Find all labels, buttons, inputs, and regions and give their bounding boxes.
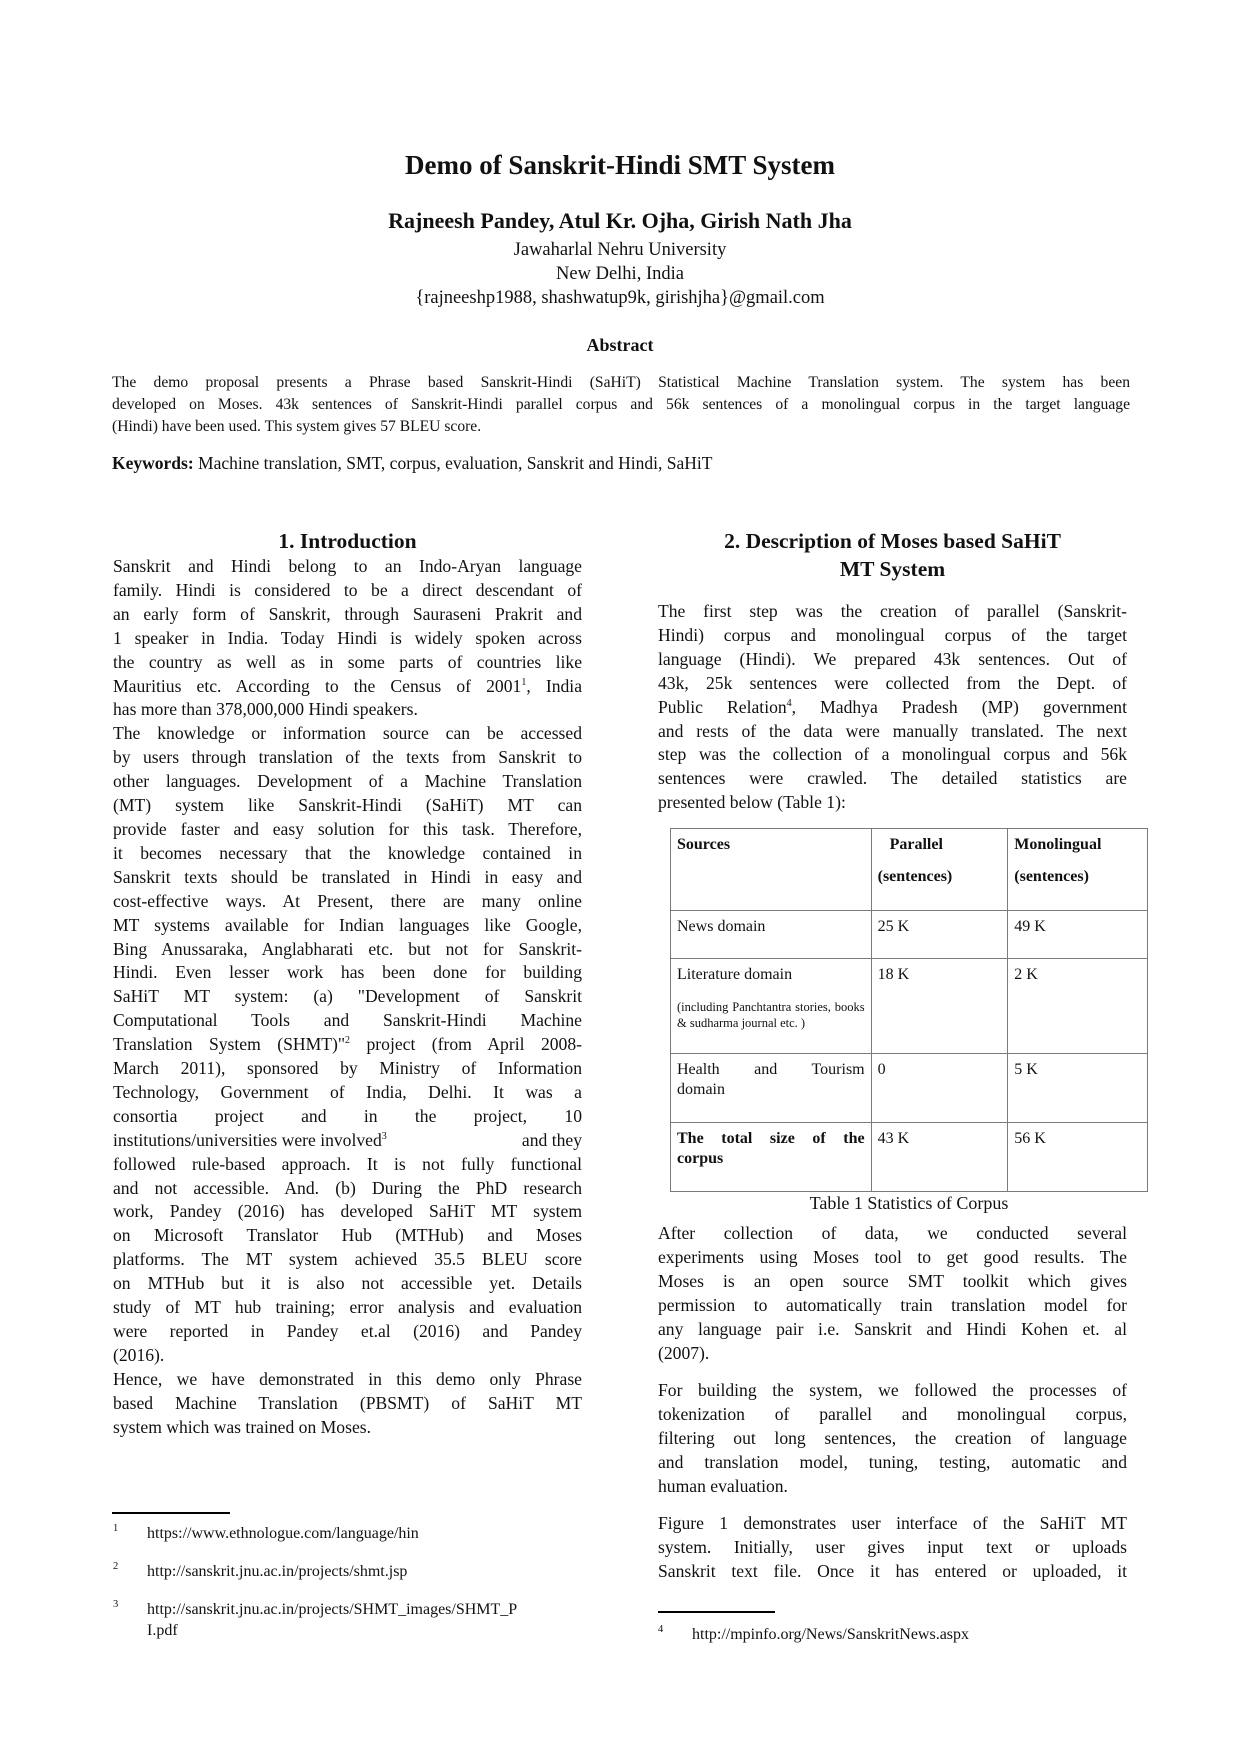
introduction-body <box>113 555 582 1440</box>
footnote-separator <box>112 1512 230 1514</box>
text-line: MT systems available for Indian languages like Google, <box>113 914 582 935</box>
text-line: system. Initially, user gives input text or uploads <box>658 1536 1127 1557</box>
text-line: sentences were crawled. The detailed statistics are <box>658 768 1127 789</box>
footnote-ref-2[interactable]: 2 <box>345 1035 351 1047</box>
abstract-line: (Hindi) have been used. This system gives 57 BLEU score. <box>112 418 482 435</box>
text-line: has more than 378,000,000 Hindi speakers. <box>113 699 418 720</box>
text-fragment <box>113 1129 387 1153</box>
header-label: Sources <box>677 836 731 853</box>
text-line-with-footnote <box>113 1033 582 1057</box>
cell-parallel: 0 <box>871 1054 1008 1123</box>
cell-monolingual: 49 K <box>1008 911 1148 959</box>
text-fragment: , India <box>526 675 582 696</box>
footnote-ref-3[interactable]: 3 <box>381 1130 387 1142</box>
cell-parallel: 25 K <box>871 911 1008 959</box>
source-label-line1: The total size of the <box>677 1130 865 1147</box>
table-caption: Table 1 Statistics of Corpus <box>809 1193 1009 1213</box>
paper-title: Demo of Sanskrit-Hindi SMT System <box>404 150 836 180</box>
text-line: system which was trained on Moses. <box>113 1416 372 1437</box>
source-note: (including Panchtantra stories, books & sudharma journal etc. ) <box>677 1000 865 1030</box>
text-line: consortia project and in the project, 10 <box>113 1105 582 1126</box>
text-line: provide faster and easy solution for this task. Therefore, <box>113 818 582 839</box>
text-line: Bing Anussaraka, Anglabharati etc. but not for Sanskrit- <box>113 938 582 959</box>
author-emails: {rajneeshp1988, shashwatup9k, girishjha}@gmail.com <box>415 288 825 308</box>
header-label: Parallel <box>889 836 943 853</box>
text-line: Technology, Government of India, Delhi. It was a <box>113 1081 582 1102</box>
heading-line: 2. Description of Moses based SaHiT <box>724 529 1061 553</box>
text-fragment: and they <box>521 1129 582 1150</box>
text-line: presented below (Table 1): <box>658 792 846 813</box>
section-heading-introduction: 1. Introduction <box>278 529 417 553</box>
footnote-link[interactable]: http://sanskrit.jnu.ac.in/projects/SHMT_images/SHMT_P <box>147 1601 518 1618</box>
source-label: Literature domain <box>677 966 793 983</box>
header-sublabel: (sentences) <box>877 868 953 885</box>
header-sublabel: (sentences) <box>1014 868 1089 885</box>
text-line: tokenization of parallel and monolingual corpus, <box>658 1403 1127 1424</box>
cell-source: Health and Tourism domain <box>671 1054 872 1123</box>
text-line: study of MT hub training; error analysis and evaluation <box>113 1297 582 1318</box>
text-fragment: Public Relation <box>658 696 787 717</box>
table-row <box>671 911 1148 959</box>
abstract-body <box>112 372 1130 438</box>
text-line: (MT) system like Sanskrit-Hindi (SaHiT) MT can <box>113 795 582 816</box>
text-line: Sanskrit texts should be translated in Hindi in easy and <box>113 866 582 887</box>
table-row-total <box>671 1123 1148 1192</box>
text-fragment: , Madhya Pradesh (MP) government <box>791 696 1127 717</box>
header-monolingual <box>1008 829 1148 911</box>
text-line: step was the collection of a monolingual corpus and 56k <box>658 744 1127 765</box>
keywords-label: Keywords: <box>112 453 194 473</box>
text-line: on Microsoft Translator Hub (MTHub) and Moses <box>113 1225 582 1246</box>
text-line: For building the system, we followed the processes of <box>658 1380 1127 1400</box>
text-line: The knowledge or information source can be accessed <box>113 723 582 744</box>
text-line: the country as well as in some parts of countries like <box>113 651 582 672</box>
text-line: Sanskrit text file. Once it has entered or uploaded, it <box>658 1560 1127 1581</box>
text-line: 43k, 25k sentences were collected from the Dept. of <box>658 672 1127 693</box>
text-line: After collection of data, we conducted several <box>658 1223 1127 1243</box>
keywords <box>112 453 1130 474</box>
affiliation: Jawaharlal Nehru University <box>513 240 727 260</box>
abstract-line: developed on Moses. 43k sentences of Sanskrit-Hindi parallel corpus and 56k sentences of a monolingual corpus in the target language <box>112 396 1130 413</box>
text-line: by users through translation of the texts from Sanskrit to <box>113 747 582 768</box>
text-line: family. Hindi is considered to be a direct descendant of <box>113 579 582 600</box>
cell-monolingual: 2 K <box>1008 959 1148 1054</box>
text-line: an early form of Sanskrit, through Sauraseni Prakrit and <box>113 603 582 624</box>
text-line: followed rule-based approach. It is not fully functional <box>113 1153 582 1174</box>
text-line: Figure 1 demonstrates user interface of the SaHiT MT <box>658 1513 1127 1533</box>
abstract-heading: Abstract <box>586 335 654 355</box>
text-line: experiments using Moses tool to get good results. The <box>658 1246 1127 1267</box>
text-line: (2007). <box>658 1342 710 1363</box>
text-line: 1 speaker in India. Today Hindi is widely spoken across <box>113 627 582 648</box>
text-line: on MTHub but it is also not accessible yet. Details <box>113 1273 582 1294</box>
header-label: Monolingual <box>1014 836 1102 853</box>
cell-monolingual: 56 K <box>1008 1123 1148 1192</box>
footnote-number: 3 <box>113 1599 119 1610</box>
table-row <box>671 1054 1148 1123</box>
text-line: filtering out long sentences, the creation of language <box>658 1427 1127 1448</box>
text-line: The first step was the creation of parallel (Sanskrit- <box>658 601 1127 621</box>
text-line: work, Pandey (2016) has developed SaHiT MT system <box>113 1201 582 1222</box>
table-row <box>671 959 1148 1054</box>
footnote-separator <box>658 1611 775 1613</box>
text-line-with-footnote <box>658 696 1127 720</box>
text-line: Moses is an open source SMT toolkit which gives <box>658 1270 1127 1291</box>
text-line: Hindi. Even lesser work has been done for building <box>113 962 582 983</box>
footnote-number: 4 <box>658 1624 664 1635</box>
text-line: and rests of the data were manually translated. The next <box>658 720 1127 741</box>
cell-source: News domain <box>671 911 872 959</box>
description-paragraph-2 <box>658 1222 1127 1365</box>
text-line: Hence, we have demonstrated in this demo only Phrase <box>113 1368 582 1389</box>
author-list: Rajneesh Pandey, Atul Kr. Ojha, Girish Nath Jha <box>388 208 852 233</box>
footnote-link-cont[interactable]: I.pdf <box>147 1622 178 1639</box>
text-line: were reported in Pandey et.al (2016) and Pandey <box>113 1321 582 1341</box>
text-line: based Machine Translation (PBSMT) of SaHiT MT <box>113 1392 582 1413</box>
text-line: (2016). <box>113 1344 165 1365</box>
footnote-link[interactable]: https://www.ethnologue.com/language/hin <box>147 1525 419 1542</box>
keywords-text: Machine translation, SMT, corpus, evaluation, Sanskrit and Hindi, SaHiT <box>198 453 713 473</box>
text-line: and not accessible. And. (b) During the PhD research <box>113 1177 582 1198</box>
cell-source <box>671 959 872 1054</box>
description-paragraph-4 <box>658 1512 1127 1584</box>
abstract-line: The demo proposal presents a Phrase based Sanskrit-Hindi (SaHiT) Statistical Machine Translation system. The system has been <box>112 374 1130 391</box>
footnote-ref-4[interactable]: 4 <box>786 697 792 709</box>
text-line: any language pair i.e. Sanskrit and Hindi Kohen et. al <box>658 1318 1127 1339</box>
text-line: human evaluation. <box>658 1475 788 1496</box>
text-line: it becomes necessary that the knowledge contained in <box>113 842 582 863</box>
text-line: language (Hindi). We prepared 43k sentences. Out of <box>658 648 1127 669</box>
cell-parallel: 43 K <box>871 1123 1008 1192</box>
text-line: permission to automatically train translation model for <box>658 1294 1127 1315</box>
text-line: cost-effective ways. At Present, there are many online <box>113 890 582 911</box>
text-line: Hindi) corpus and monolingual corpus of the target <box>658 624 1127 645</box>
description-paragraph-1 <box>658 600 1127 815</box>
text-line: and translation model, tuning, testing, automatic and <box>658 1451 1127 1472</box>
text-line: platforms. The MT system achieved 35.5 BLEU score <box>113 1249 582 1270</box>
cell-monolingual: 5 K <box>1008 1054 1148 1123</box>
text-fragment: Mauritius etc. According to the Census of 2001 <box>113 675 522 696</box>
text-fragment-inner: institutions/universities were involved <box>113 1129 382 1150</box>
text-fragment: project (from April 2008- <box>350 1034 582 1055</box>
text-line: SaHiT MT system: (a) "Development of Sanskrit <box>113 986 582 1007</box>
section-heading-description <box>658 527 1127 583</box>
text-line: Sanskrit and Hindi belong to an Indo-Aryan language <box>113 556 582 576</box>
footnote-ref-1[interactable]: 1 <box>521 676 527 688</box>
footnote-number: 1 <box>113 1523 119 1534</box>
corpus-statistics-table <box>670 828 1148 1192</box>
header-parallel <box>871 829 1008 911</box>
location: New Delhi, India <box>556 264 684 284</box>
source-label-line1: Health and Tourism <box>677 1061 865 1078</box>
text-line: other languages. Development of a Machine Translation <box>113 771 582 792</box>
cell-parallel: 18 K <box>871 959 1008 1054</box>
text-line: March 2011), sponsored by Ministry of Information <box>113 1058 582 1079</box>
text-fragment: Translation System (SHMT)" <box>113 1034 346 1055</box>
heading-line: MT System <box>839 557 946 581</box>
text-line: Computational Tools and Sanskrit-Hindi Machine <box>113 1010 582 1031</box>
text-line-with-footnote <box>113 675 582 699</box>
footnote-number: 2 <box>113 1561 119 1572</box>
table-header-row <box>671 829 1148 911</box>
cell-source: The total size of the corpus <box>671 1123 872 1192</box>
header-sources <box>671 829 872 911</box>
description-paragraph-3 <box>658 1379 1127 1499</box>
text-line-with-footnote <box>113 1129 582 1153</box>
footnote-link[interactable]: http://sanskrit.jnu.ac.in/projects/shmt.jsp <box>147 1563 408 1580</box>
footnote-link[interactable]: http://mpinfo.org/News/SanskritNews.aspx <box>692 1626 970 1643</box>
